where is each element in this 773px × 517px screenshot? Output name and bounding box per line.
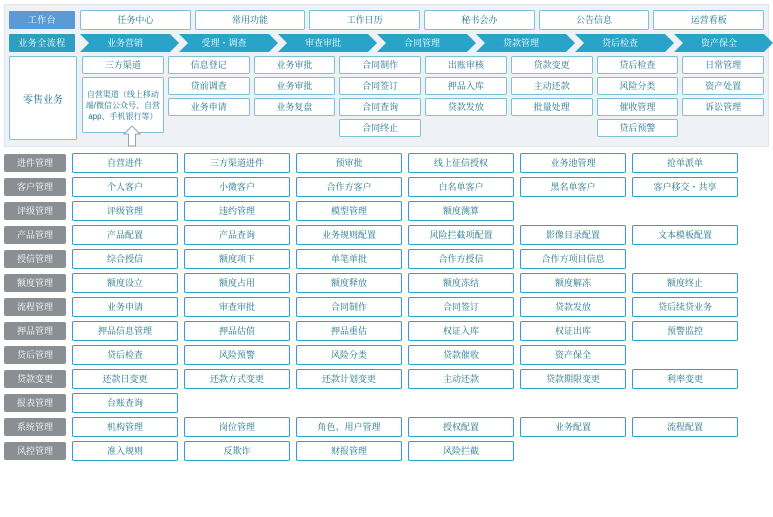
module-items-post-loan: [72, 345, 769, 365]
module-row-limit: [4, 273, 769, 293]
module-items-loan-change: [72, 369, 769, 389]
process-step-contract[interactable]: 合同管理: [377, 34, 467, 52]
module-item-certificate-out[interactable]: 权证出库: [520, 321, 626, 341]
module-label-process: 流程管理: [4, 298, 66, 316]
module-item-online-credit-auth[interactable]: 线上征信授权: [408, 153, 514, 173]
retail-label: 零售业务: [9, 56, 77, 140]
retail-cell-litigation-management[interactable]: 诉讼管理: [682, 98, 764, 116]
module-row-credit: [4, 249, 769, 269]
module-item-business-rule-config[interactable]: 业务规则配置: [296, 225, 402, 245]
module-label-collateral: 押品管理: [4, 322, 66, 340]
module-item-model-management[interactable]: 模型管理: [296, 201, 402, 221]
retail-cell-info-registration[interactable]: 信息登记: [168, 56, 250, 74]
module-label-customer: 客户管理: [4, 178, 66, 196]
module-item-under-limit[interactable]: 额度项下: [184, 249, 290, 269]
retail-cell-pre-loan-investigation[interactable]: 贷前调查: [168, 77, 250, 95]
module-item-personal-customer[interactable]: 个人客户: [72, 177, 178, 197]
module-list: [4, 153, 769, 461]
module-item-admission-rules[interactable]: 准入规则: [72, 441, 178, 461]
module-item-collateral-info[interactable]: 押品信息管理: [72, 321, 178, 341]
module-item-warning-monitor[interactable]: 预警监控: [632, 321, 738, 341]
workbench-item-calendar[interactable]: 工作日历: [309, 10, 420, 30]
top-panel: [4, 4, 769, 147]
module-item-risk-interception[interactable]: 风险拦截: [408, 441, 514, 461]
module-item-text-template-config[interactable]: 文本模板配置: [632, 225, 738, 245]
module-items-report: [72, 393, 769, 413]
module-item-product-config[interactable]: 产品配置: [72, 225, 178, 245]
module-item-partner-customer[interactable]: 合作方客户: [296, 177, 402, 197]
module-item-image-directory-config[interactable]: 影像目录配置: [520, 225, 626, 245]
retail-cell-post-loan-inspection[interactable]: 贷后检查: [597, 56, 679, 74]
module-item-micro-customer[interactable]: 小微客户: [184, 177, 290, 197]
process-label: 业务全流程: [9, 34, 75, 52]
module-label-report: 报表管理: [4, 394, 66, 412]
retail-cell-collection-management[interactable]: 催收管理: [597, 98, 679, 116]
module-row-rating: [4, 201, 769, 221]
module-item-authorization-config[interactable]: 授权配置: [408, 417, 514, 437]
module-item-loan-disbursement[interactable]: 贷款发放: [520, 297, 626, 317]
module-items-process: [72, 297, 769, 317]
retail-channel-header: 三方渠道: [82, 56, 164, 74]
module-row-loan-change: [4, 369, 769, 389]
module-items-limit: [72, 273, 769, 293]
module-row-intake: [4, 153, 769, 173]
module-item-grab-dispatch[interactable]: 抢单派单: [632, 153, 738, 173]
module-items-product: [72, 225, 769, 245]
retail-col-registration: [168, 56, 250, 140]
process-step-investigation[interactable]: 受理・调查: [179, 34, 269, 52]
module-item-customer-transfer-share[interactable]: 客户移交・共享: [632, 177, 738, 197]
module-row-product: [4, 225, 769, 245]
retail-cell-loan-change[interactable]: 贷款变更: [511, 56, 593, 74]
retail-cell-collateral-in[interactable]: 押品入库: [425, 77, 507, 95]
module-item-pre-approval[interactable]: 预审批: [296, 153, 402, 173]
workbench-label: 工作台: [9, 11, 75, 29]
module-row-process: [4, 297, 769, 317]
module-item-limit-termination[interactable]: 额度终止: [632, 273, 738, 293]
module-item-contract-drafting[interactable]: 合同制作: [296, 297, 402, 317]
module-items-credit: [72, 249, 769, 269]
module-label-rating: 评级管理: [4, 202, 66, 220]
module-label-limit: 额度管理: [4, 274, 66, 292]
retail-col-approval: [254, 56, 336, 140]
module-item-business-application[interactable]: 业务申请: [72, 297, 178, 317]
process-step-post-loan[interactable]: 贷后检查: [575, 34, 665, 52]
retail-col-post-loan: [597, 56, 679, 140]
module-item-position-management[interactable]: 岗位管理: [184, 417, 290, 437]
retail-col-disbursement: [425, 56, 507, 140]
retail-cell-business-application[interactable]: 业务申请: [168, 98, 250, 116]
retail-col-loan-change: [511, 56, 593, 140]
module-item-certificate-in[interactable]: 权证入库: [408, 321, 514, 341]
retail-cell-active-repayment[interactable]: 主动还款: [511, 77, 593, 95]
workbench-item-task-center[interactable]: 任务中心: [80, 10, 191, 30]
module-item-blacklist-customer[interactable]: 黑名单客户: [520, 177, 626, 197]
diagram-page: [0, 4, 773, 517]
retail-cell-batch-processing[interactable]: 批量处理: [511, 98, 593, 116]
retail-col-contract: [339, 56, 421, 140]
module-item-limit-release[interactable]: 额度释放: [296, 273, 402, 293]
retail-cell-asset-disposal[interactable]: 资产处置: [682, 77, 764, 95]
module-item-product-query[interactable]: 产品查询: [184, 225, 290, 245]
module-item-active-repayment[interactable]: 主动还款: [408, 369, 514, 389]
module-item-business-config[interactable]: 业务配置: [520, 417, 626, 437]
module-items-rating: [72, 201, 769, 221]
module-item-limit-freeze[interactable]: 额度冻结: [408, 273, 514, 293]
upward-arrow-icon: [123, 125, 141, 147]
module-item-single-approval[interactable]: 单笔单批: [296, 249, 402, 269]
module-item-limit-setup[interactable]: 额度设立: [72, 273, 178, 293]
module-item-process-config[interactable]: 流程配置: [632, 417, 738, 437]
module-items-customer: [72, 177, 769, 197]
retail-cell-business-review[interactable]: 业务复盘: [254, 98, 336, 116]
retail-cell-post-loan-warning[interactable]: 贷后预警: [597, 119, 679, 137]
module-row-customer: [4, 177, 769, 197]
workbench-item-announcements[interactable]: 公告信息: [539, 10, 650, 30]
module-label-risk: 风控管理: [4, 442, 66, 460]
module-item-risk-classification[interactable]: 风险分类: [296, 345, 402, 365]
workbench-item-operations-board[interactable]: 运营看板: [653, 10, 764, 30]
module-item-third-party-intake[interactable]: 三方渠道进件: [184, 153, 290, 173]
module-item-business-pool[interactable]: 业务池管理: [520, 153, 626, 173]
retail-cell-contract-query[interactable]: 合同查询: [339, 98, 421, 116]
workbench-item-secretary[interactable]: 秘书会办: [424, 10, 535, 30]
module-item-asset-preservation[interactable]: 资产保全: [520, 345, 626, 365]
module-item-post-loan-inspection[interactable]: 贷后检查: [72, 345, 178, 365]
module-items-system: [72, 417, 769, 437]
module-item-organization-management[interactable]: 机构管理: [72, 417, 178, 437]
module-label-product: 产品管理: [4, 226, 66, 244]
module-item-default-management[interactable]: 违约管理: [184, 201, 290, 221]
retail-cell-risk-classification[interactable]: 风险分类: [597, 77, 679, 95]
module-label-system: 系统管理: [4, 418, 66, 436]
module-item-limit-unfreeze[interactable]: 额度解冻: [520, 273, 626, 293]
retail-cell-business-approval-2[interactable]: 业务审批: [254, 77, 336, 95]
module-item-limit-calculation[interactable]: 额度测算: [408, 201, 514, 221]
module-item-whitelist-customer[interactable]: 白名单客户: [408, 177, 514, 197]
module-item-risk-warning[interactable]: 风险预警: [184, 345, 290, 365]
module-item-rating-management[interactable]: 评级管理: [72, 201, 178, 221]
module-item-repayment-method-change[interactable]: 还款方式变更: [184, 369, 290, 389]
module-item-collateral-valuation[interactable]: 押品估值: [184, 321, 290, 341]
module-item-anti-fraud[interactable]: 反欺诈: [184, 441, 290, 461]
retail-cell-payout-review[interactable]: 出账审核: [425, 56, 507, 74]
module-item-loan-term-change[interactable]: 贷款期限变更: [520, 369, 626, 389]
process-ribbon: [9, 34, 764, 52]
module-label-credit: 授信管理: [4, 250, 66, 268]
module-row-risk: [4, 441, 769, 461]
module-item-limit-occupation[interactable]: 额度占用: [184, 273, 290, 293]
module-item-partner-project-info[interactable]: 合作方项目信息: [520, 249, 626, 269]
module-items-intake: [72, 153, 769, 173]
module-label-loan-change: 贷款变更: [4, 370, 66, 388]
module-row-report: [4, 393, 769, 413]
module-item-loan-collection[interactable]: 贷款催收: [408, 345, 514, 365]
module-item-role-user-management[interactable]: 角色、用户管理: [296, 417, 402, 437]
process-step-asset-preservation[interactable]: 资产保全: [674, 34, 764, 52]
module-label-intake: 进件管理: [4, 154, 66, 172]
module-item-ledger-query[interactable]: 台账查询: [72, 393, 178, 413]
module-item-repayment-plan-change[interactable]: 还款计划变更: [296, 369, 402, 389]
retail-cell-loan-disbursement[interactable]: 贷款发放: [425, 98, 507, 116]
retail-channel-self-operated[interactable]: 自营渠道（线上移动端/微信公众号、自营app、手机银行等）: [82, 77, 164, 133]
module-item-self-intake[interactable]: 自营进件: [72, 153, 178, 173]
module-item-renewal-business[interactable]: 贷后续贷业务: [632, 297, 738, 317]
retail-cell-business-approval-1[interactable]: 业务审批: [254, 56, 336, 74]
retail-cell-daily-management[interactable]: 日常管理: [682, 56, 764, 74]
retail-cell-contract-signing[interactable]: 合同签订: [339, 77, 421, 95]
process-step-marketing[interactable]: 业务营销: [80, 34, 170, 52]
module-item-interest-rate-change[interactable]: 利率变更: [632, 369, 738, 389]
module-item-risk-intercept-config[interactable]: 风险拦截项配置: [408, 225, 514, 245]
module-item-comprehensive-credit[interactable]: 综合授信: [72, 249, 178, 269]
module-items-risk: [72, 441, 769, 461]
process-step-review[interactable]: 审查审批: [278, 34, 368, 52]
module-item-repayment-date-change[interactable]: 还款日变更: [72, 369, 178, 389]
module-item-collateral-revaluation[interactable]: 押品重估: [296, 321, 402, 341]
retail-columns: [82, 56, 764, 140]
module-items-collateral: [72, 321, 769, 341]
workbench-item-common-functions[interactable]: 常用功能: [195, 10, 306, 30]
module-item-review-approval[interactable]: 审查审批: [184, 297, 290, 317]
module-item-partner-credit[interactable]: 合作方授信: [408, 249, 514, 269]
module-row-system: [4, 417, 769, 437]
workbench-row: [9, 10, 764, 30]
process-step-loan[interactable]: 贷款管理: [476, 34, 566, 52]
retail-cell-contract-drafting[interactable]: 合同制作: [339, 56, 421, 74]
retail-col-asset: [682, 56, 764, 140]
module-row-collateral: [4, 321, 769, 341]
module-label-post-loan: 贷后管理: [4, 346, 66, 364]
retail-cell-contract-termination[interactable]: 合同终止: [339, 119, 421, 137]
module-row-post-loan: [4, 345, 769, 365]
module-item-contract-signing[interactable]: 合同签订: [408, 297, 514, 317]
module-item-financial-report-management[interactable]: 财报管理: [296, 441, 402, 461]
